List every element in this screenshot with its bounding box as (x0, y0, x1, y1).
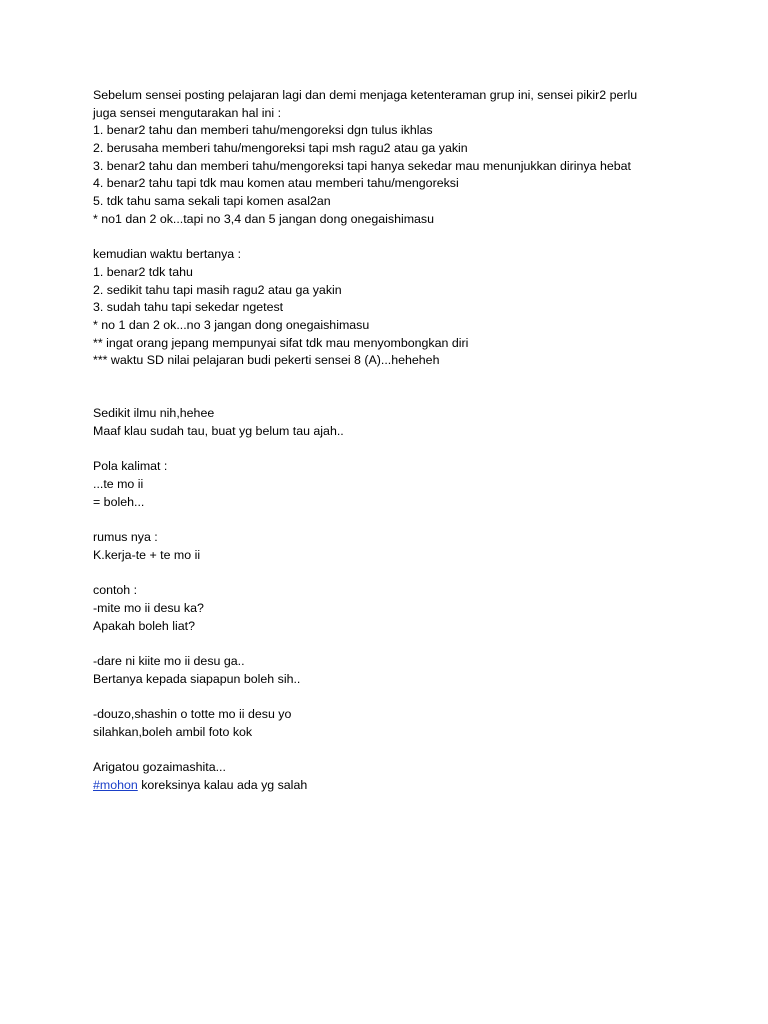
spacer (93, 688, 733, 706)
example-block-1 (93, 582, 733, 635)
example-1-translation: Apakah boleh liat? (93, 618, 195, 633)
example-2-translation: Bertanya kepada siapapun boleh sih.. (93, 671, 301, 686)
asking-note-2: ** ingat orang jepang mempunyai sifat tdk mau menyombongkan diri (93, 335, 469, 350)
lesson-intro-line-2: Maaf klau sudah tau, buat yg belum tau ajah.. (93, 424, 344, 439)
intro-item-1: 1. benar2 tahu dan memberi tahu/mengoreksi dgn tulus ikhlas (93, 123, 433, 138)
example-heading: contoh : (93, 583, 138, 598)
asking-note-3: *** waktu SD nilai pelajaran budi pekerti sensei 8 (A)...heheheh (93, 353, 440, 368)
intro-line-1: Sebelum sensei posting pelajaran lagi dan demi menjaga ketenteraman grup ini, sensei pikir2 perlu (93, 88, 638, 102)
example-3-japanese: -douzo,shashin o totte mo ii desu yo (93, 707, 292, 722)
asking-item-3: 3. sudah tahu tapi sekedar ngetest (93, 300, 284, 315)
hashtag-link[interactable]: #mohon (93, 777, 138, 792)
intro-section (93, 87, 733, 229)
asking-item-1: 1. benar2 tdk tahu (93, 264, 193, 279)
formula-text: K.kerja-te + te mo ii (93, 547, 201, 562)
intro-item-5: 5. tdk tahu sama sekali tapi komen asal2an (93, 194, 331, 209)
asking-item-2: 2. sedikit tahu tapi masih ragu2 atau ga yakin (93, 282, 342, 297)
example-1-japanese: -mite mo ii desu ka? (93, 600, 204, 615)
spacer (93, 565, 733, 583)
example-block-2 (93, 653, 733, 688)
spacer (93, 229, 733, 247)
example-3-translation: silahkan,boleh ambil foto kok (93, 724, 253, 739)
spacer (93, 441, 733, 459)
intro-note: * no1 dan 2 ok...tapi no 3,4 dan 5 jangan dong onegaishimasu (93, 211, 435, 226)
intro-item-2: 2. berusaha memberi tahu/mengoreksi tapi msh ragu2 atau ga yakin (93, 141, 468, 156)
asking-section (93, 246, 733, 370)
pattern-heading: Pola kalimat : (93, 459, 168, 474)
spacer (93, 741, 733, 759)
document-body (93, 87, 733, 795)
example-block-3 (93, 706, 733, 741)
asking-heading: kemudian waktu bertanya : (93, 247, 242, 262)
intro-item-3: 3. benar2 tahu dan memberi tahu/mengoreksi tapi hanya sekedar mau menunjukkan dirinya hebat (93, 158, 631, 173)
intro-line-2: juga sensei mengutarakan hal ini : (93, 105, 282, 120)
formula-block (93, 529, 733, 564)
spacer (93, 635, 733, 653)
pattern-meaning: = boleh... (93, 494, 145, 509)
example-2-japanese: -dare ni kiite mo ii desu ga.. (93, 654, 245, 669)
asking-note-1: * no 1 dan 2 ok...no 3 jangan dong onegaishimasu (93, 317, 370, 332)
closing-block (93, 759, 733, 794)
intro-item-4: 4. benar2 tahu tapi tdk mau komen atau memberi tahu/mengoreksi (93, 176, 459, 191)
lesson-intro-line-1: Sedikit ilmu nih,hehee (93, 406, 215, 421)
pattern-japanese: ...te mo ii (93, 477, 144, 492)
lesson-intro (93, 405, 733, 440)
closing-thanks: Arigatou gozaimashita... (93, 760, 226, 775)
closing-request-text: koreksinya kalau ada yg salah (137, 777, 308, 792)
closing-request (93, 777, 733, 795)
spacer (93, 370, 733, 405)
formula-heading: rumus nya : (93, 530, 158, 545)
spacer (93, 512, 733, 530)
pattern-block (93, 458, 733, 511)
